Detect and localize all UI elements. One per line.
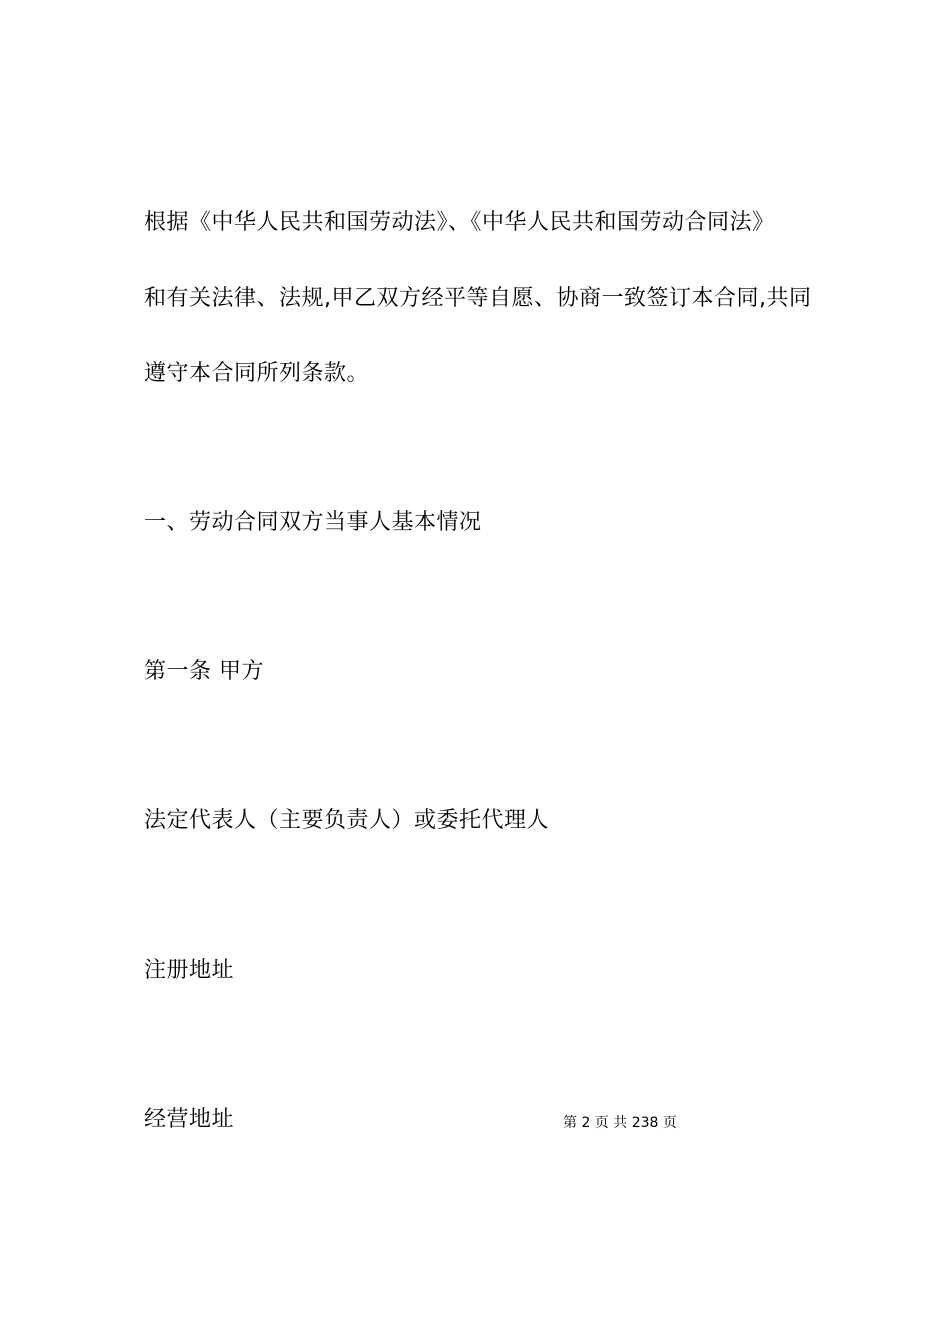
section-heading: 一、劳动合同双方当事人基本情况 <box>144 510 482 535</box>
paragraph-line-3: 遵守本合同所列条款。 <box>144 361 370 386</box>
field-legal-representative: 法定代表人（主要负责人）或委托代理人 <box>144 808 550 833</box>
paragraph-line-2: 和有关法律、法规,甲乙双方经平等自愿、协商一致签订本合同,共同 <box>144 286 812 311</box>
field-business-address: 经营地址 <box>144 1107 235 1132</box>
article-heading: 第一条 甲方 <box>144 659 264 684</box>
paragraph-line-1: 根据《中华人民共和国劳动法》、《中华人民共和国劳动合同法》 <box>144 210 775 235</box>
page-indicator: 第 2 页 共 238 页 <box>563 1115 677 1131</box>
field-registered-address: 注册地址 <box>144 958 235 983</box>
